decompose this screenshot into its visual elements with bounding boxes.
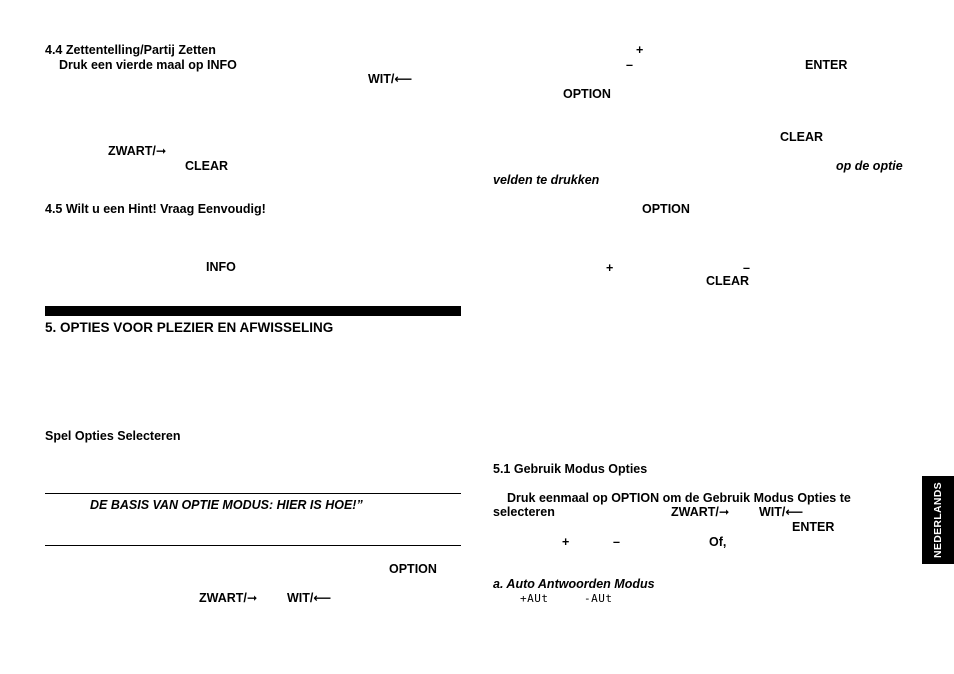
- zwart-key-label: ZWART/➞: [108, 144, 167, 158]
- of-text: Of,: [709, 535, 727, 549]
- box-top-rule: [45, 493, 461, 494]
- section-5-title: 5. OPTIES VOOR PLEZIER EN AFWISSELING: [45, 320, 334, 335]
- plus-key-label-3: +: [562, 535, 570, 549]
- zwart-key-label-2: ZWART/➞: [199, 591, 258, 605]
- plus-key-label: +: [636, 43, 644, 57]
- zwart-key-label-r: ZWART/➞: [671, 505, 730, 519]
- info-key-label: INFO: [206, 260, 236, 274]
- clear-key-label: CLEAR: [185, 159, 229, 173]
- section-bar: [45, 306, 461, 316]
- wit-key-label-2: WIT/⟵: [287, 591, 332, 605]
- section-5-1-title: 5.1 Gebruik Modus Opties: [493, 462, 648, 476]
- enter-key-label-2: ENTER: [792, 520, 835, 534]
- box-bottom-rule: [45, 545, 461, 546]
- option-key-label: OPTION: [389, 562, 437, 576]
- option-key-label-r2: OPTION: [642, 202, 690, 216]
- section-4-5-title: 4.5 Wilt u een Hint! Vraag Eenvoudig!: [45, 202, 266, 216]
- auto-antwoorden-heading: a. Auto Antwoorden Modus: [493, 577, 655, 591]
- language-tab: [922, 476, 954, 564]
- clear-key-label-r2: CLEAR: [706, 274, 750, 288]
- wit-key-label-r: WIT/⟵: [759, 505, 804, 519]
- language-tab-label: NEDERLANDS: [932, 482, 944, 558]
- selecteren-text: selecteren: [493, 505, 555, 519]
- enter-key-label: ENTER: [805, 58, 848, 72]
- section-4-4-title: 4.4 Zettentelling/Partij Zetten: [45, 43, 216, 57]
- wit-key-label: WIT/⟵: [368, 72, 413, 86]
- op-de-optie-text: op de optie: [836, 159, 903, 173]
- option-key-label-r1: OPTION: [563, 87, 611, 101]
- minus-key-label-2: –: [743, 261, 750, 275]
- druk-eenmaal-text: Druk eenmaal op OPTION om de Gebruik Modus Opties te: [507, 491, 851, 505]
- minus-key-label: –: [626, 58, 633, 72]
- section-4-4-line1: Druk een vierde maal op INFO: [59, 58, 237, 72]
- lcd-plus-aut: +AUt: [520, 592, 549, 605]
- lcd-minus-aut: -AUt: [584, 592, 613, 605]
- clear-key-label-r1: CLEAR: [780, 130, 824, 144]
- minus-key-label-3: –: [613, 535, 620, 549]
- plus-key-label-2: +: [606, 261, 614, 275]
- velden-text: velden te drukken: [493, 173, 600, 187]
- basis-heading: DE BASIS VAN OPTIE MODUS: HIER IS HOE!”: [90, 498, 363, 512]
- spel-opties-heading: Spel Opties Selecteren: [45, 429, 181, 443]
